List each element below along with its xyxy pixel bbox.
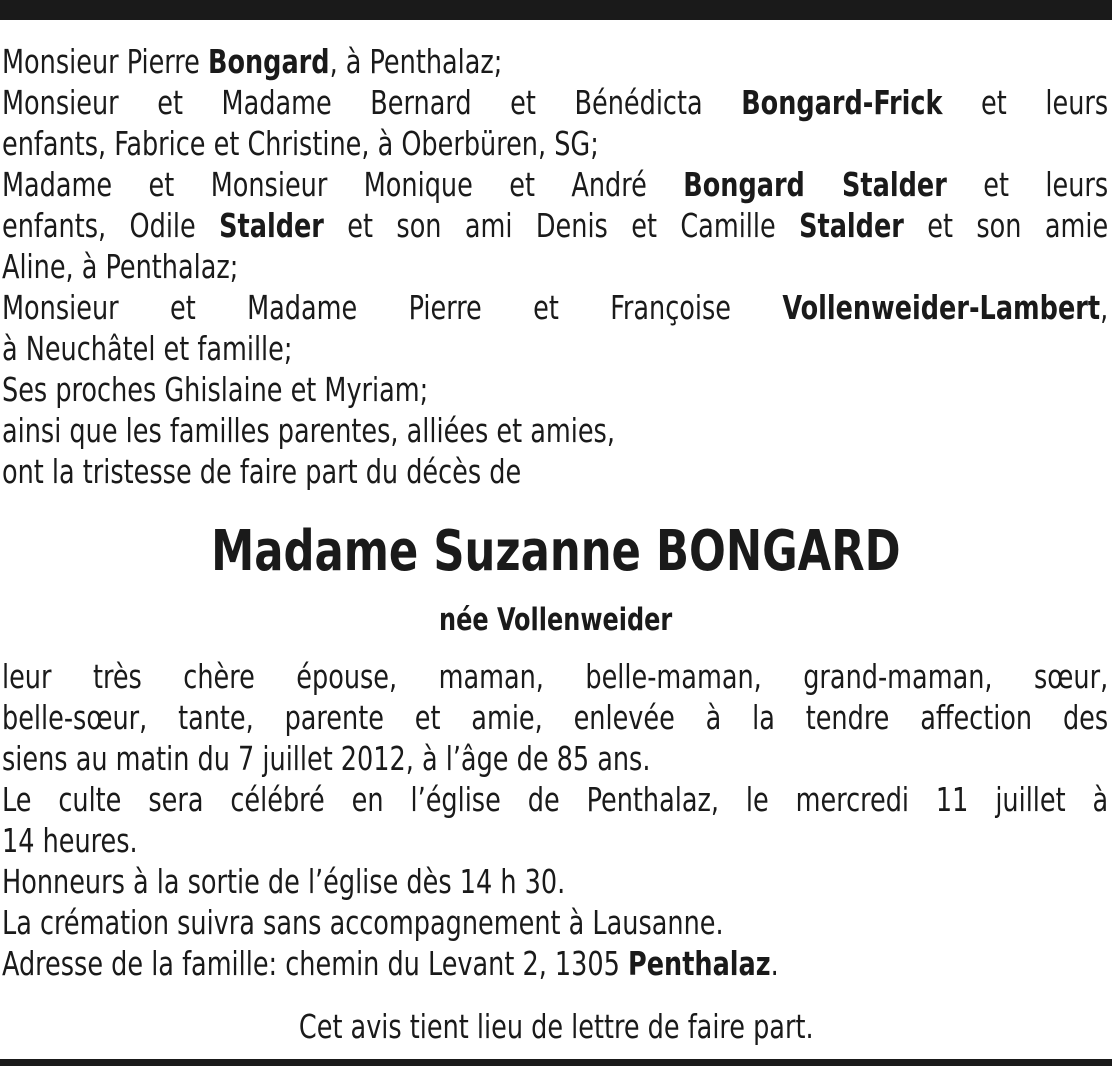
text-span: enfants, Odile <box>2 206 220 245</box>
text-line <box>2 451 1108 492</box>
maiden-name <box>0 600 1112 640</box>
bold-name: Bongard-Frick <box>741 83 943 122</box>
text-span: La crémation suivra sans accompagnement à Lausanne. <box>2 903 724 942</box>
text-span: Honneurs à la sortie de l’église dès 14 h 30. <box>2 862 566 901</box>
bold-name: Bongard <box>207 42 330 81</box>
text-line-content <box>2 123 1108 164</box>
text-line-content <box>2 779 1108 820</box>
text-line-content <box>2 820 1108 861</box>
closing-note <box>0 1007 1112 1047</box>
text-span: ont la tristesse de faire part du décès de <box>2 452 522 491</box>
top-rule <box>0 0 1112 20</box>
text-span: Monsieur et Madame Pierre et Françoise <box>2 288 783 327</box>
text-span: enfants, Fabrice et Christine, à Oberbüren, SG; <box>2 124 599 163</box>
text-line <box>2 287 1108 328</box>
text-line-content <box>2 656 1108 697</box>
text-line-content <box>2 82 1108 123</box>
text-span: , à Penthalaz; <box>329 42 503 81</box>
closing-note-text: Cet avis tient lieu de lettre de faire part. <box>298 1007 814 1046</box>
text-line-content <box>2 861 1108 902</box>
notice-body <box>2 656 1108 984</box>
deceased-name <box>0 521 1112 583</box>
text-span: et leurs <box>942 83 1108 122</box>
text-line <box>2 656 1108 697</box>
text-span: et son ami Denis et Camille <box>323 206 800 245</box>
text-line-content <box>2 451 1108 492</box>
text-span: Ses proches Ghislaine et Myriam; <box>2 370 429 409</box>
text-line-content <box>2 410 1108 451</box>
text-line <box>2 738 1108 779</box>
text-line <box>2 246 1108 287</box>
text-line <box>2 164 1108 205</box>
bold-name: Vollenweider-Lambert <box>782 288 1101 327</box>
text-line-content <box>2 369 1108 410</box>
text-span: Monsieur Pierre <box>2 42 208 81</box>
text-line <box>2 205 1108 246</box>
family-list <box>2 41 1108 492</box>
text-span: 14 heures. <box>2 821 138 860</box>
text-span: , <box>1100 288 1108 327</box>
bold-name: Stalder <box>219 206 324 245</box>
text-span: leur très chère épouse, maman, belle-maman, grand-maman, sœur, <box>2 657 1108 696</box>
text-span: et leurs <box>946 165 1108 204</box>
text-line-content <box>2 287 1108 328</box>
text-span: siens au matin du 7 juillet 2012, à l’âge de 85 ans. <box>2 739 651 778</box>
text-line <box>2 369 1108 410</box>
text-span: Monsieur et Madame Bernard et Bénédicta <box>2 83 742 122</box>
text-line <box>2 123 1108 164</box>
text-span: à Neuchâtel et famille; <box>2 329 293 368</box>
text-line-content <box>2 41 1108 82</box>
text-line <box>2 943 1108 984</box>
text-span: Madame et Monsieur Monique et André <box>2 165 684 204</box>
text-line <box>2 410 1108 451</box>
text-span: belle-sœur, tante, parente et amie, enlevée à la tendre affection des <box>2 698 1108 737</box>
text-line <box>2 779 1108 820</box>
text-span: ainsi que les familles parentes, alliées et amies, <box>2 411 615 450</box>
text-line <box>2 41 1108 82</box>
text-line-content <box>2 164 1108 205</box>
text-line-content <box>2 943 1108 984</box>
text-line <box>2 697 1108 738</box>
text-line <box>2 82 1108 123</box>
maiden-name-text: née Vollenweider <box>439 602 673 638</box>
text-line-content <box>2 902 1108 943</box>
deceased-name-text: Madame Suzanne BONGARD <box>211 519 901 584</box>
text-span: Aline, à Penthalaz; <box>2 247 239 286</box>
text-span: Adresse de la famille: chemin du Levant 2, 1305 <box>2 944 628 983</box>
bold-name: Penthalaz <box>627 944 771 983</box>
text-line <box>2 328 1108 369</box>
text-line-content <box>2 697 1108 738</box>
bold-name: Stalder <box>799 206 904 245</box>
bottom-rule <box>0 1059 1112 1066</box>
text-line <box>2 902 1108 943</box>
text-line-content <box>2 328 1108 369</box>
text-span: Le culte sera célébré en l’église de Penthalaz, le mercredi 11 juillet à <box>2 780 1108 819</box>
text-line-content <box>2 205 1108 246</box>
bold-name: Bongard Stalder <box>683 165 947 204</box>
text-span: . <box>770 944 779 983</box>
text-line <box>2 820 1108 861</box>
text-span: et son amie <box>903 206 1108 245</box>
text-line-content <box>2 246 1108 287</box>
text-line <box>2 861 1108 902</box>
text-line-content <box>2 738 1108 779</box>
